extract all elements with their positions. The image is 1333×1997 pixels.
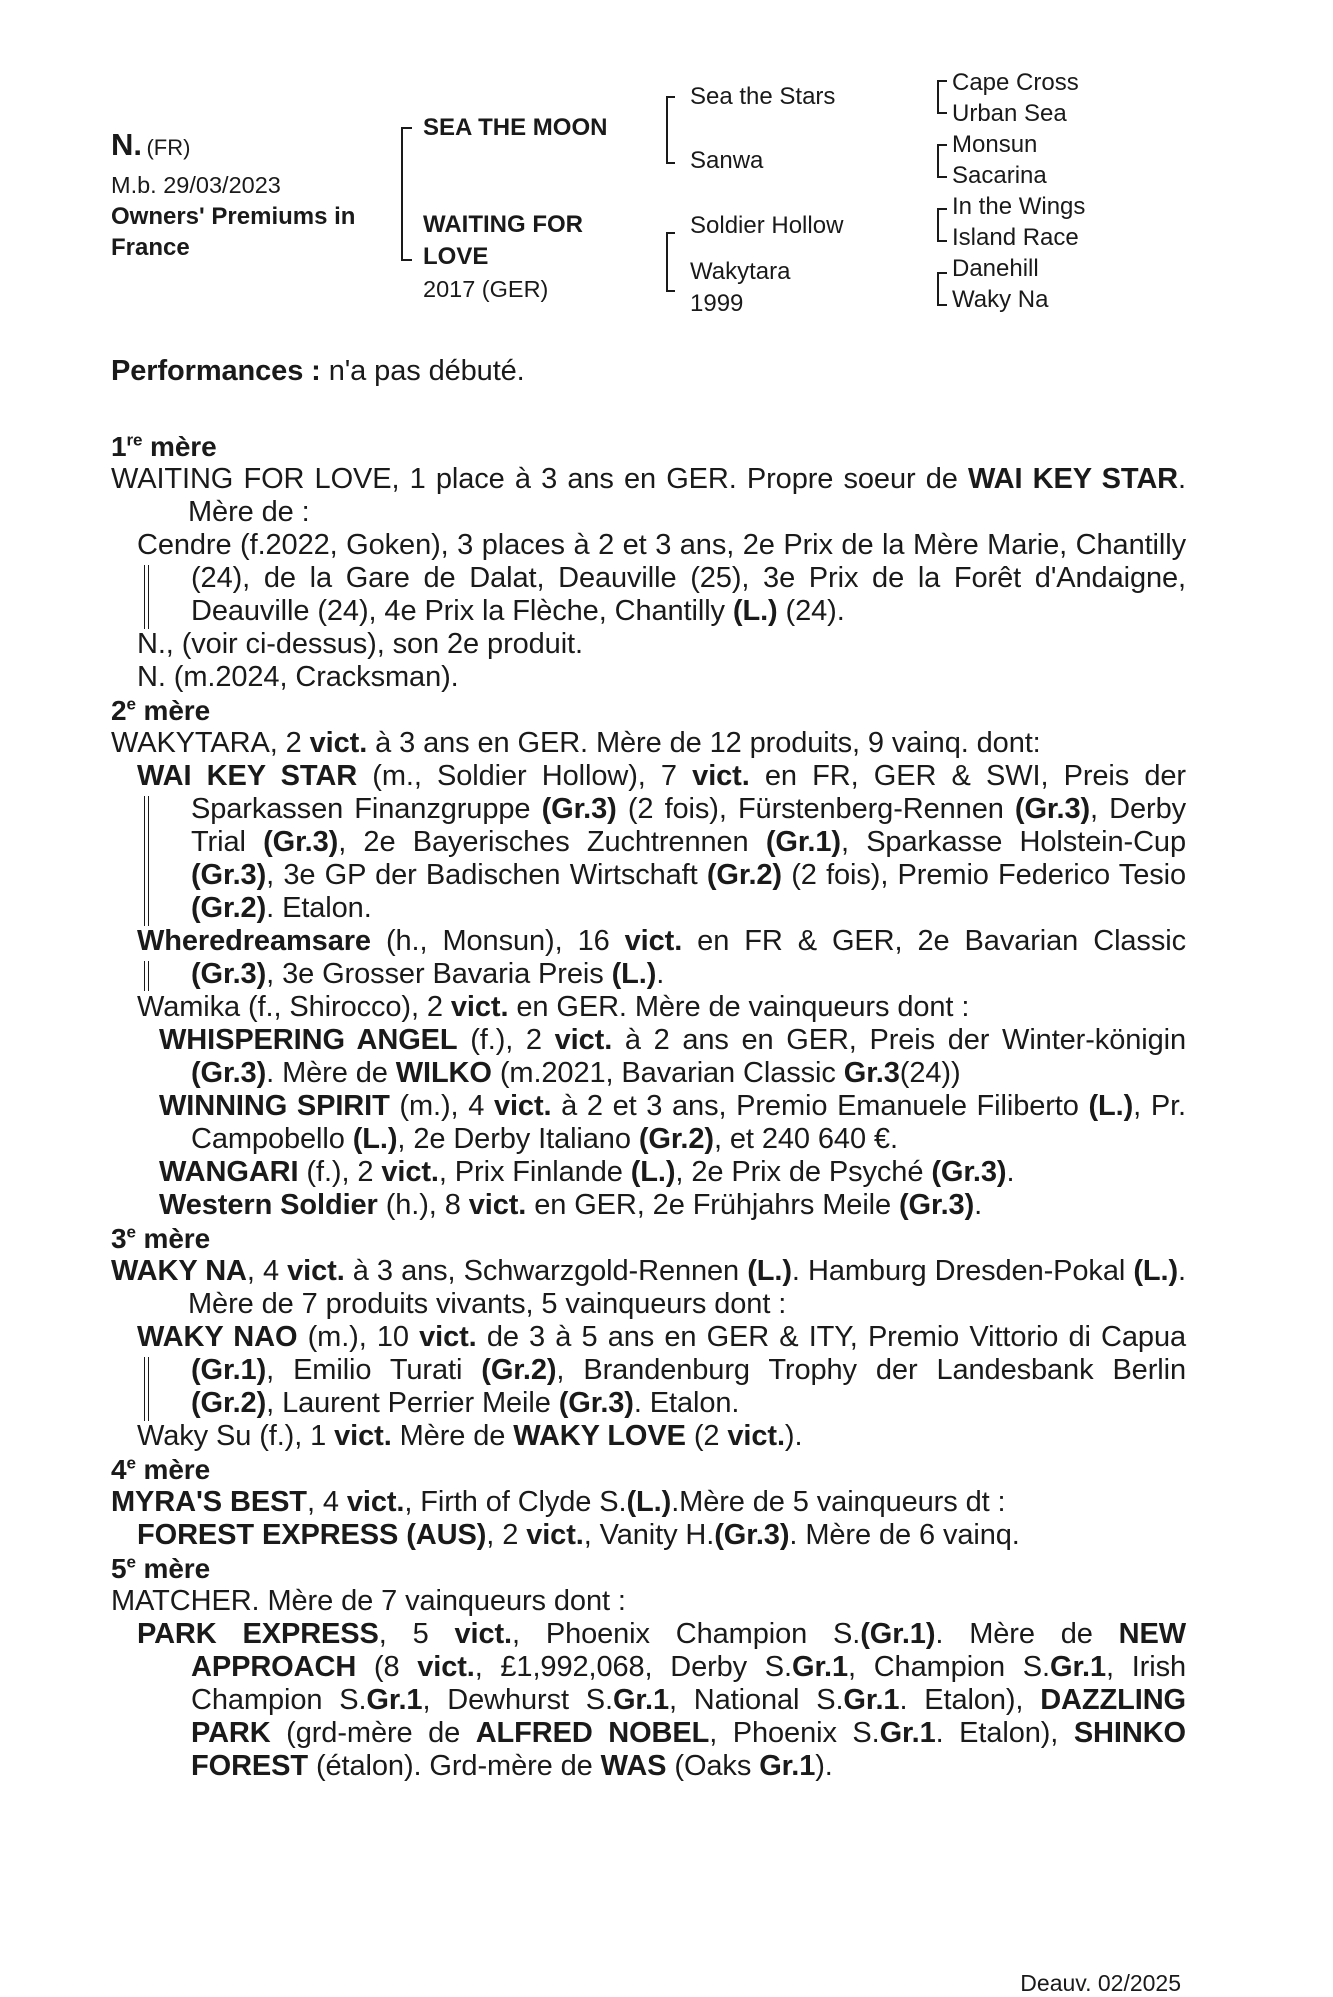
- granddam-1: Sanwa: [690, 147, 764, 174]
- sire-parents-bracket: [666, 96, 675, 164]
- produce-item: Wamika (f., Shirocco), 2 vict. en GER. Mère de vainqueurs dont :: [137, 991, 970, 1023]
- produce-item: FOREST EXPRESS (AUS), 2 vict., Vanity H.(Gr.3). Mère de 6 vainq.: [137, 1519, 1020, 1551]
- grandsire-2: Soldier Hollow: [690, 212, 844, 239]
- fifth-dam-heading: 5e mère: [111, 1552, 211, 1584]
- produce-item: WINNING SPIRIT (m.), 4 vict. à 2 et 3 ans, Premio Emanuele Filiberto (L.), Pr. Campobello (L.), 2e Derby Italiano (Gr.2), et 240 640 €.: [159, 1090, 1186, 1155]
- ggp-7: Danehill: [952, 255, 1039, 282]
- horse-name: N.: [111, 127, 142, 162]
- horse-origin: (FR): [146, 135, 191, 160]
- horse-name-line: [111, 127, 190, 163]
- ggp-bracket-3: [937, 208, 947, 242]
- dam-info: 2017 (GER): [423, 276, 549, 302]
- page-footer: Deauv. 02/2025: [1020, 1970, 1181, 1996]
- dam-name-line-1: WAITING FOR: [423, 211, 583, 238]
- first-dam-heading: 1re mère: [111, 430, 217, 462]
- produce-item: WHISPERING ANGEL (f.), 2 vict. à 2 ans en GER, Preis der Winter-königin (Gr.3). Mère de WILKO (m.2021, Bavarian Classic Gr.3(24)): [159, 1024, 1187, 1089]
- produce-item: Waky Su (f.), 1 vict. Mère de WAKY LOVE (2 vict.).: [137, 1420, 803, 1452]
- sire-name: SEA THE MOON: [423, 114, 608, 141]
- third-dam-text: WAKY NA, 4 vict. à 3 ans, Schwarzgold-Rennen (L.). Hamburg Dresden-Pokal (L.). Mère de 7 produits vivants, 5 vainqueurs dont :: [111, 1255, 1186, 1320]
- produce-item: Wheredreamsare (h., Monsun), 16 vict. en FR & GER, 2e Bavarian Classic (Gr.3), 3e Grosser Bavaria Preis (L.).: [137, 925, 1186, 990]
- ggp-3: Monsun: [952, 131, 1038, 158]
- fourth-dam-heading: 4e mère: [111, 1453, 211, 1485]
- great-grandparents: [952, 67, 1085, 315]
- third-dam-heading: 3e mère: [111, 1222, 211, 1254]
- produce-item: Cendre (f.2022, Goken), 3 places à 2 et 3 ans, 2e Prix de la Mère Marie, Chantilly (24), de la Gare de Dalat, Deauville (25), 3e Prix de la Forêt d'Andaigne, Deauville (24), 4e Prix la Flèche, Chantilly (L.) (24).: [137, 529, 1186, 627]
- produce-item: N. (m.2024, Cracksman).: [137, 661, 459, 693]
- produce-item: N., (voir ci-dessus), son 2e produit.: [137, 628, 583, 660]
- second-dam-text: WAKYTARA, 2 vict. à 3 ans en GER. Mère de 12 produits, 9 vainq. dont:: [111, 727, 1041, 759]
- catalogue-body: [111, 355, 1186, 1783]
- ggp-5: In the Wings: [952, 193, 1086, 220]
- sub-produce-list: [111, 1024, 1186, 1222]
- fifth-dam-text: MATCHER. Mère de 7 vainqueurs dont :: [111, 1585, 626, 1617]
- dam-name-line-2: LOVE: [423, 243, 489, 270]
- ggp-4: Sacarina: [952, 162, 1047, 189]
- performances-line: [111, 355, 1186, 388]
- first-dam-text: WAITING FOR LOVE, 1 place à 3 ans en GER. Propre soeur de WAI KEY STAR. Mère de :: [111, 463, 1186, 528]
- grandsire-1: Sea the Stars: [690, 83, 836, 110]
- program-line-2: France: [111, 234, 190, 261]
- produce-item: WAI KEY STAR (m., Soldier Hollow), 7 vict. en FR, GER & SWI, Preis der Sparkassen Finanzgruppe (Gr.3) (2 fois), Fürstenberg-Rennen (Gr.3), Derby Trial (Gr.3), 2e Bayerisches Zuchtrennen (Gr.1), Sparkasse Holstein-Cup (Gr.3), 3e GP der Badischen Wirtschaft (Gr.2) (2 fois), Premio Federico Tesio (Gr.2). Etalon.: [137, 760, 1186, 924]
- second-dam-heading: 2e mère: [111, 694, 211, 726]
- ggp-8: Waky Na: [952, 286, 1049, 313]
- ggp-2: Urban Sea: [952, 100, 1067, 127]
- produce-item: PARK EXPRESS, 5 vict., Phoenix Champion S.(Gr.1). Mère de NEW APPROACH (8 vict., £1,992,068, Derby S.Gr.1, Champion S.Gr.1, Irish Champion S.Gr.1, Dewhurst S.Gr.1, National S.Gr.1. Etalon), DAZZLING PARK (grd-mère de ALFRED NOBEL, Phoenix S.Gr.1. Etalon), SHINKO FOREST (étalon). Grd-mère de WAS (Oaks Gr.1).: [137, 1618, 1187, 1782]
- birth-info: M.b. 29/03/2023: [111, 172, 281, 198]
- ggp-1: Cape Cross: [952, 69, 1079, 96]
- ggp-bracket-4: [937, 272, 947, 306]
- produce-item: WANGARI (f.), 2 vict., Prix Finlande (L.), 2e Prix de Psyché (Gr.3).: [159, 1156, 1015, 1188]
- produce-item: Western Soldier (h.), 8 vict. en GER, 2e Frühjahrs Meile (Gr.3).: [159, 1189, 983, 1221]
- granddam-2: Wakytara: [690, 258, 791, 285]
- produce-item: WAKY NAO (m.), 10 vict. de 3 à 5 ans en GER & ITY, Premio Vittorio di Capua (Gr.1), Emilio Turati (Gr.2), Brandenburg Trophy der Landesbank Berlin (Gr.2), Laurent Perrier Meile (Gr.3). Etalon.: [137, 1321, 1187, 1419]
- dam-parents-bracket: [666, 232, 675, 292]
- ggp-bracket-2: [937, 144, 947, 178]
- performances-text: n'a pas débuté.: [328, 355, 525, 387]
- program-line-1: Owners' Premiums in: [111, 203, 356, 230]
- granddam-2-year: 1999: [690, 290, 744, 317]
- performances-label: Performances :: [111, 355, 321, 387]
- ggp-6: Island Race: [952, 224, 1079, 251]
- parents-bracket: [401, 127, 412, 261]
- fourth-dam-text: MYRA'S BEST, 4 vict., Firth of Clyde S.(L.).Mère de 5 vainqueurs dt :: [111, 1486, 1006, 1518]
- ggp-bracket-1: [937, 80, 947, 114]
